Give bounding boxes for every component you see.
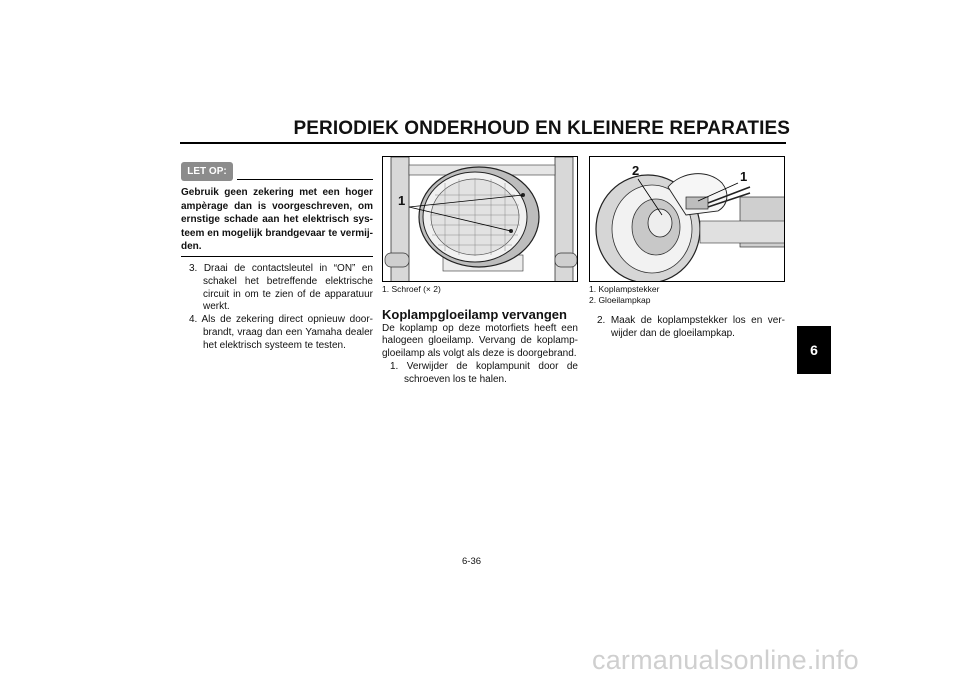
figure2-callout-2: 2 — [632, 163, 640, 178]
step-1: 1. Verwijder de koplampunit door de schroeven los te halen. — [390, 360, 578, 385]
figure2-callout-1: 1 — [740, 169, 748, 184]
bulb-illustration — [590, 157, 785, 282]
page-title: PERIODIEK ONDERHOUD EN KLEINERE REPARATIES — [293, 118, 790, 139]
section-heading: Koplampgloeilamp vervangen — [382, 306, 567, 322]
bulb-figure — [589, 156, 785, 282]
watermark: carmanualsonline.info — [592, 645, 859, 675]
headlight-illustration — [383, 157, 578, 282]
caution-label: LET OP: — [181, 162, 233, 181]
column-right — [589, 156, 785, 341]
figure1-caption: 1. Schroef (× 2) — [382, 284, 441, 294]
page-number: 6-36 — [462, 556, 482, 567]
chapter-tab[interactable]: 6 — [797, 326, 831, 374]
header-rule — [180, 142, 786, 144]
steps-list — [181, 263, 373, 353]
step-4: 4. Als de zekering direct opnieuw door-brandt, vraag dan een Yamaha dealer het elektrisch systeem te testen. — [189, 314, 373, 351]
column-left — [181, 162, 373, 353]
section-intro: De koplamp op deze motorfiets heeft een halogeen gloeilamp. Vervang de koplamp-gloeilamp als volgt als deze is doorgebrand. — [382, 322, 578, 360]
figure2-caption-1: 1. Koplampstekker — [589, 284, 660, 294]
figure1-callout: 1 — [398, 193, 406, 208]
step-2: 2. Maak de koplampstekker los en ver-wijder dan de gloeilampkap. — [597, 315, 785, 339]
column-middle — [382, 156, 578, 386]
caution-header — [181, 162, 373, 184]
caution-rule — [237, 179, 373, 180]
figure2-caption-2: 2. Gloeilampkap — [589, 294, 651, 305]
caution-text: Gebruik geen zekering met een hoger ampèrage dan is voorgeschreven, om ernstige schade aan het elektrisch sys-teem en mogelijk brandgevaar te vermij-den. — [181, 186, 373, 257]
step-3: 3. Draai de contactsleutel in “ON” en schakel het betreffende elektrische circuit in om te zien of de apparatuur werkt. — [189, 262, 373, 313]
headlight-figure — [382, 156, 578, 282]
